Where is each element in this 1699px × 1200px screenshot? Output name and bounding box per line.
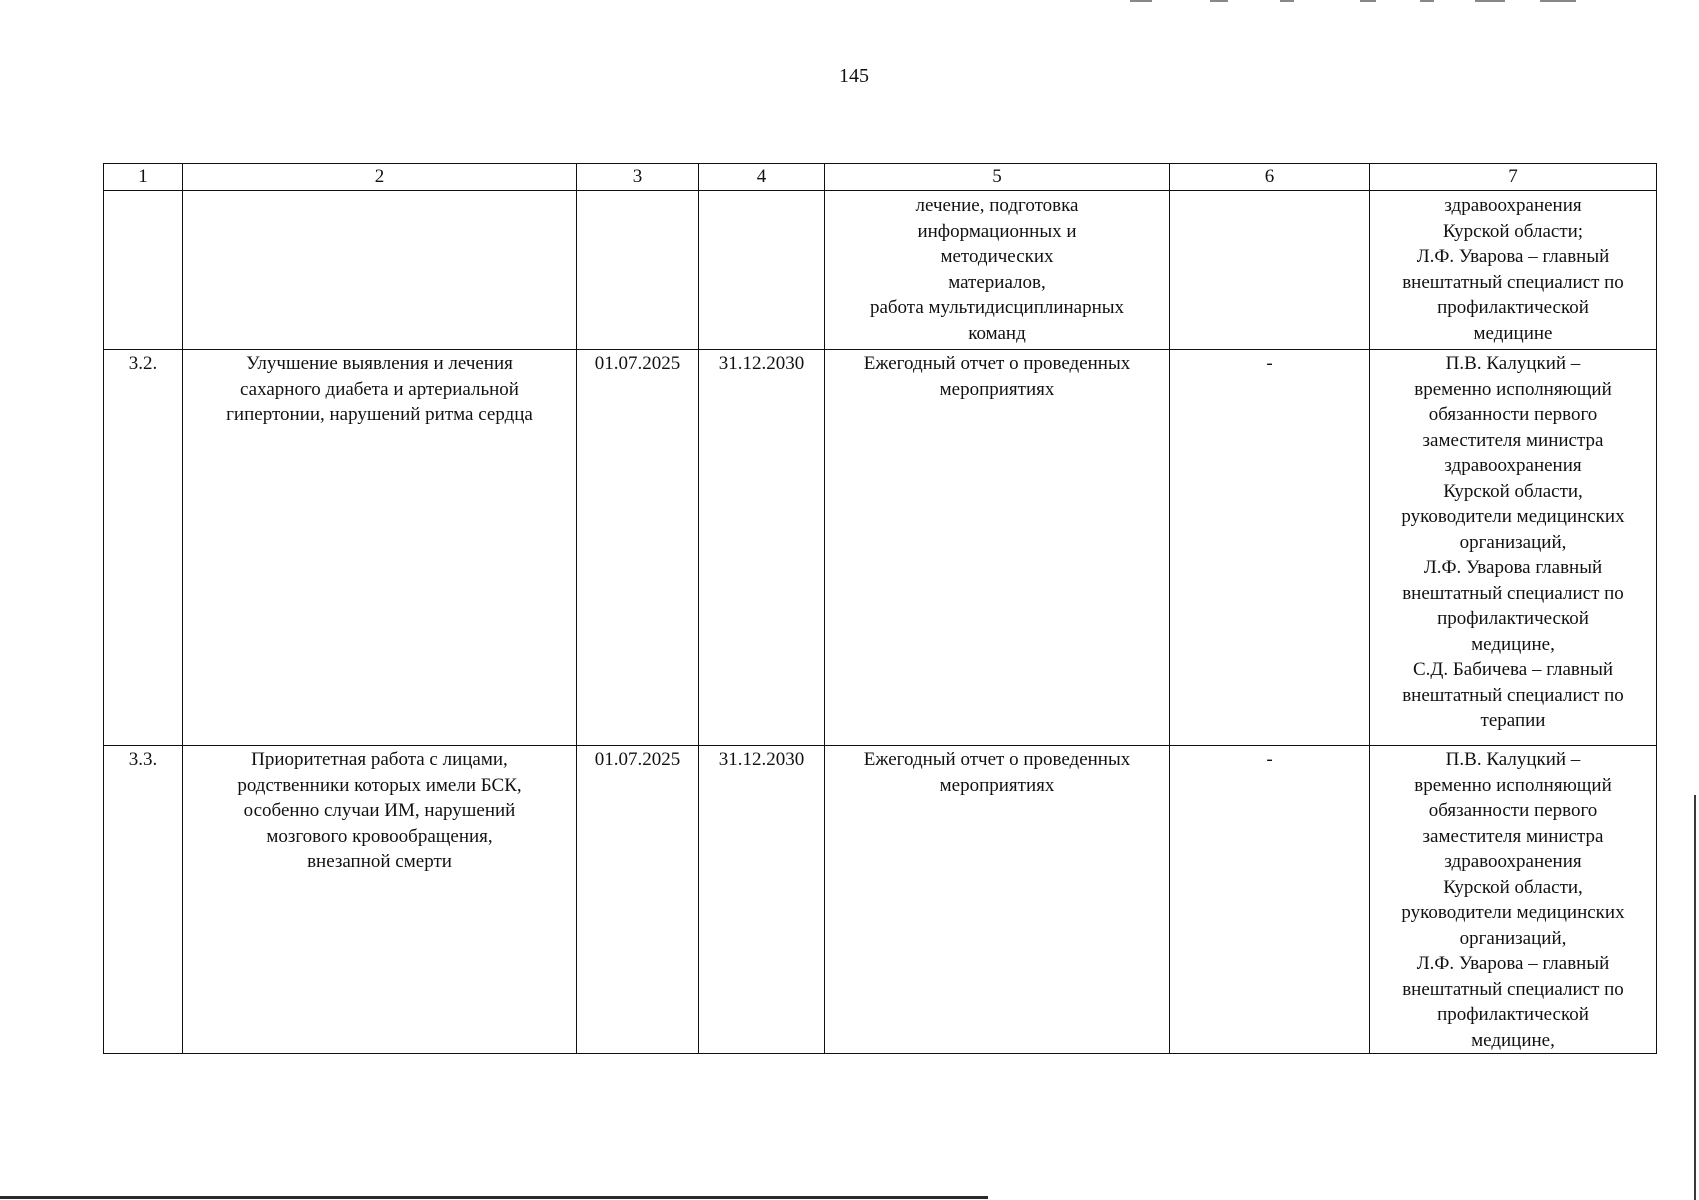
end-date (699, 191, 825, 350)
plan-table (103, 163, 1657, 1054)
responsible-cell (1370, 350, 1657, 746)
header-row (104, 164, 1657, 191)
item-number: 3.3. (104, 746, 183, 1054)
cell-text-line: гипертонии, нарушений ритма сердца (226, 404, 533, 425)
scan-artifact-marks (1130, 0, 1610, 3)
cell-text-line: Ежегодный отчет о проведенных (863, 353, 1131, 374)
cell-text-line: Приоритетная работа с лицами, (251, 749, 508, 770)
header-cell: 2 (183, 164, 577, 191)
responsible-cell (1370, 191, 1657, 350)
result-cell (825, 746, 1170, 1054)
end-date: 31.12.2030 (699, 746, 825, 1054)
item-number (104, 191, 183, 350)
cell-text-line: временно исполняющий (1414, 378, 1612, 400)
responsible-cell (1370, 746, 1657, 1054)
cell-text-line: сахарного диабета и артериальной (240, 378, 519, 400)
scan-artifact-bottom-line (0, 1196, 988, 1199)
start-date (577, 191, 699, 350)
cell-text-line: организаций, (1459, 927, 1567, 949)
start-date: 01.07.2025 (577, 746, 699, 1054)
cell-text-line: здравоохранения (1444, 851, 1582, 872)
cell-text-line: методических (940, 246, 1054, 267)
event-cell (183, 191, 577, 350)
cell-text-line: мозгового кровообращения, (266, 825, 493, 847)
cell-text-line: С.Д. Бабичева – главный (1412, 659, 1614, 680)
cell-text-line: профилактической (1437, 297, 1589, 318)
cell-text-line: П.В. Калуцкий – (1445, 353, 1581, 374)
page-number: 145 (839, 65, 869, 87)
cell-text-line: мероприятиях (939, 774, 1055, 796)
cell-text-line: внештатный специалист по (1402, 582, 1624, 604)
header-cell: 4 (699, 164, 825, 191)
cell-text-line: профилактической (1437, 1004, 1589, 1025)
cell-text-line: Л.Ф. Уварова главный (1423, 557, 1603, 578)
column-6-cell (1170, 191, 1370, 350)
start-date: 01.07.2025 (577, 350, 699, 746)
event-cell (183, 350, 577, 746)
cell-text-line: терапии (1480, 710, 1546, 731)
cell-text-line: медицине, (1471, 1029, 1555, 1051)
cell-text-line: обязанности первого (1428, 800, 1598, 821)
table-row (104, 350, 1657, 746)
cell-text-line: информационных и (917, 220, 1077, 242)
cell-text-line: особенно случаи ИМ, нарушений (243, 800, 516, 821)
scan-artifact-right-line (1694, 795, 1696, 1200)
item-number: 3.2. (104, 350, 183, 746)
cell-text-line: внезапной смерти (307, 851, 452, 872)
cell-text-line: обязанности первого (1428, 404, 1598, 425)
cell-text-line: работа мультидисциплинарных (869, 297, 1125, 318)
cell-text-line: внештатный специалист по (1402, 978, 1624, 1000)
cell-text-line: лечение, подготовка (915, 195, 1079, 216)
event-cell (183, 746, 577, 1054)
header-cell: 3 (577, 164, 699, 191)
cell-text-line: заместителя министра (1422, 429, 1604, 451)
cell-text-line: медицине (1473, 322, 1553, 344)
header-cell: 1 (104, 164, 183, 191)
cell-text-line: здравоохранения (1444, 195, 1582, 216)
cell-text-line: Курской области, (1443, 480, 1583, 502)
end-date: 31.12.2030 (699, 350, 825, 746)
cell-text-line: Курской области; (1442, 220, 1584, 242)
cell-text-line: Курской области, (1443, 876, 1583, 898)
cell-text-line: Л.Ф. Уварова – главный (1416, 246, 1610, 267)
cell-text-line: заместителя министра (1422, 825, 1604, 847)
cell-text-line: Л.Ф. Уварова – главный (1416, 953, 1610, 974)
cell-text-line: здравоохранения (1444, 455, 1582, 476)
cell-text-line: профилактической (1437, 608, 1589, 629)
cell-text-line: организаций, (1459, 531, 1567, 553)
table-row (104, 746, 1657, 1054)
cell-text-line: внештатный специалист по (1402, 271, 1624, 293)
cell-text-line: родственники которых имели БСК, (237, 774, 522, 796)
cell-text-line: Улучшение выявления и лечения (246, 353, 513, 374)
cell-text-line: П.В. Калуцкий – (1445, 749, 1581, 770)
column-6-cell: - (1170, 746, 1370, 1054)
cell-text-line: Ежегодный отчет о проведенных (863, 749, 1131, 770)
table-row (104, 191, 1657, 350)
cell-text-line: руководители медицинских (1401, 506, 1625, 527)
cell-text-line: мероприятиях (939, 378, 1055, 400)
result-cell (825, 350, 1170, 746)
cell-text-line: руководители медицинских (1401, 902, 1625, 923)
cell-text-line: команд (968, 322, 1026, 344)
cell-text-line: внештатный специалист по (1402, 684, 1624, 706)
cell-text-line: материалов, (948, 271, 1046, 293)
result-cell (825, 191, 1170, 350)
cell-text-line: временно исполняющий (1414, 774, 1612, 796)
header-cell: 6 (1170, 164, 1370, 191)
cell-text-line: медицине, (1471, 633, 1555, 655)
header-cell: 7 (1370, 164, 1657, 191)
column-6-cell: - (1170, 350, 1370, 746)
header-cell: 5 (825, 164, 1170, 191)
